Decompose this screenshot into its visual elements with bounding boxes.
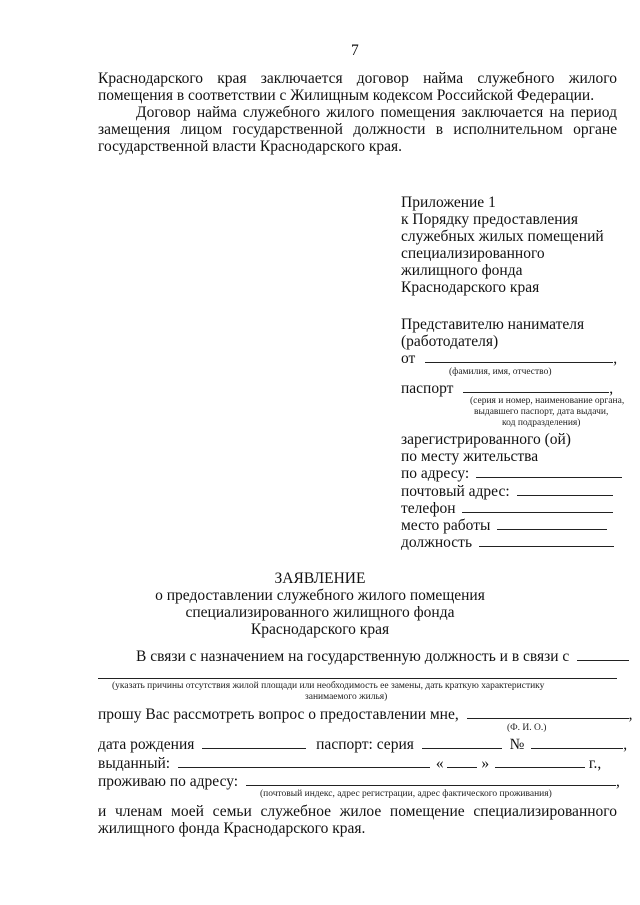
quote-open: «	[435, 755, 444, 772]
residing-row: проживаю по адресу: ,	[98, 773, 620, 790]
reason-continuation-line[interactable]	[98, 678, 617, 679]
year-suffix: г.,	[588, 755, 602, 772]
position-label: должность	[401, 534, 473, 551]
birth-field[interactable]	[202, 736, 306, 749]
address-hint: (почтовый индекс, адрес регистрации, адрес фактического проживания)	[260, 789, 552, 799]
family-line-2: жилищного фонда Краснодарского края.	[98, 820, 366, 837]
reason-hint-2: занимаемого жилья)	[305, 692, 388, 702]
appendix-line-2: к Порядку предоставления	[401, 211, 578, 228]
reason-row	[136, 648, 629, 665]
issued-label: выданный:	[98, 755, 171, 772]
passport-series-label: паспорт: серия	[316, 736, 414, 753]
passport-hint-1: (серия и номер, наименование органа,	[470, 396, 625, 406]
application-subtitle-2: специализированного жилищного фонда	[185, 604, 455, 621]
passport-field[interactable]	[463, 380, 609, 393]
phone-field[interactable]	[462, 500, 613, 513]
issued-row	[98, 755, 601, 772]
work-row	[401, 517, 607, 534]
intro-line-2: помещения в соответствии с Жилищным кодексом Российской Федерации.	[98, 87, 595, 104]
number-sign: №	[509, 736, 525, 753]
birth-passport-row: дата рождения паспорт: серия № ,	[98, 736, 628, 753]
phone-label: телефон	[401, 500, 456, 517]
addressee-line-2: (работодателя)	[401, 333, 499, 350]
passport-hint-2: выдавшего паспорт, дата выдачи,	[474, 407, 609, 417]
passport-label: паспорт	[401, 380, 454, 397]
appendix-line-4: специализированного	[401, 245, 545, 262]
appendix-line-5: жилищного фонда	[401, 262, 523, 279]
birth-label: дата рождения	[98, 736, 195, 753]
reason-hint-1: (указать причины отсутствия жилой площади или необходимость ее замены, дать краткую характеристику	[112, 681, 545, 691]
position-field[interactable]	[479, 534, 614, 547]
intro-line-3: Договор найма служебного жилого помещения заключается на период	[136, 104, 617, 121]
application-subtitle-1: о предоставлении служебного жилого помещения	[155, 587, 485, 604]
from-row: от ,	[401, 350, 618, 367]
reason-field[interactable]	[577, 648, 629, 661]
application-title: ЗАЯВЛЕНИЕ	[274, 570, 366, 587]
intro-line-1: Краснодарского края заключается договор найма служебного жилого	[98, 70, 617, 87]
family-line-1: и членам моей семьи служебное жилое помещение специализированного	[98, 803, 617, 820]
phone-row	[401, 500, 613, 517]
appendix-line-3: служебных жилых помещений	[401, 228, 604, 245]
issued-month-year-field[interactable]	[495, 755, 585, 768]
appendix-line-6: Краснодарского края	[401, 279, 540, 296]
from-hint: (фамилия, имя, отчество)	[449, 367, 552, 377]
residing-label: проживаю по адресу:	[98, 773, 239, 790]
position-row	[401, 534, 614, 551]
request-text: прошу Вас рассмотреть вопрос о предоставлении мне,	[98, 706, 459, 723]
postal-label: почтовый адрес:	[401, 483, 510, 500]
passport-row: паспорт ,	[401, 380, 614, 397]
passport-series-field[interactable]	[422, 736, 502, 749]
residence-label: по месту жительства	[401, 448, 539, 465]
work-field[interactable]	[497, 517, 607, 530]
reason-text: В связи с назначением на государственную должность и в связи с	[136, 648, 570, 665]
work-label: место работы	[401, 517, 491, 534]
fio-hint: (Ф. И. О.)	[507, 723, 547, 733]
address-label: по адресу:	[401, 465, 470, 482]
address-row	[401, 465, 622, 482]
address-field[interactable]	[476, 465, 622, 478]
addressee-line-1: Представителю нанимателя	[401, 316, 585, 333]
appendix-line-1: Приложение 1	[401, 194, 496, 211]
fio-field[interactable]	[467, 706, 629, 719]
quote-close: »	[481, 755, 490, 772]
issued-by-field[interactable]	[178, 755, 430, 768]
passport-number-field[interactable]	[531, 736, 623, 749]
from-label: от	[401, 350, 416, 367]
from-field[interactable]	[425, 350, 613, 363]
page-number: 7	[351, 42, 359, 59]
intro-line-4: замещения лицом государственной должности в исполнительном органе	[98, 121, 617, 138]
issued-day-field[interactable]	[447, 755, 477, 768]
postal-row	[401, 483, 613, 500]
registered-label: зарегистрированного (ой)	[401, 431, 571, 448]
application-subtitle-3: Краснодарского края	[250, 621, 390, 638]
residing-field[interactable]	[246, 773, 616, 786]
postal-field[interactable]	[517, 483, 613, 496]
request-row: прошу Вас рассмотреть вопрос о предоставлении мне, ,	[98, 706, 633, 723]
passport-hint-3: код подразделения)	[502, 418, 581, 428]
intro-line-5: государственной власти Краснодарского края.	[98, 138, 402, 155]
